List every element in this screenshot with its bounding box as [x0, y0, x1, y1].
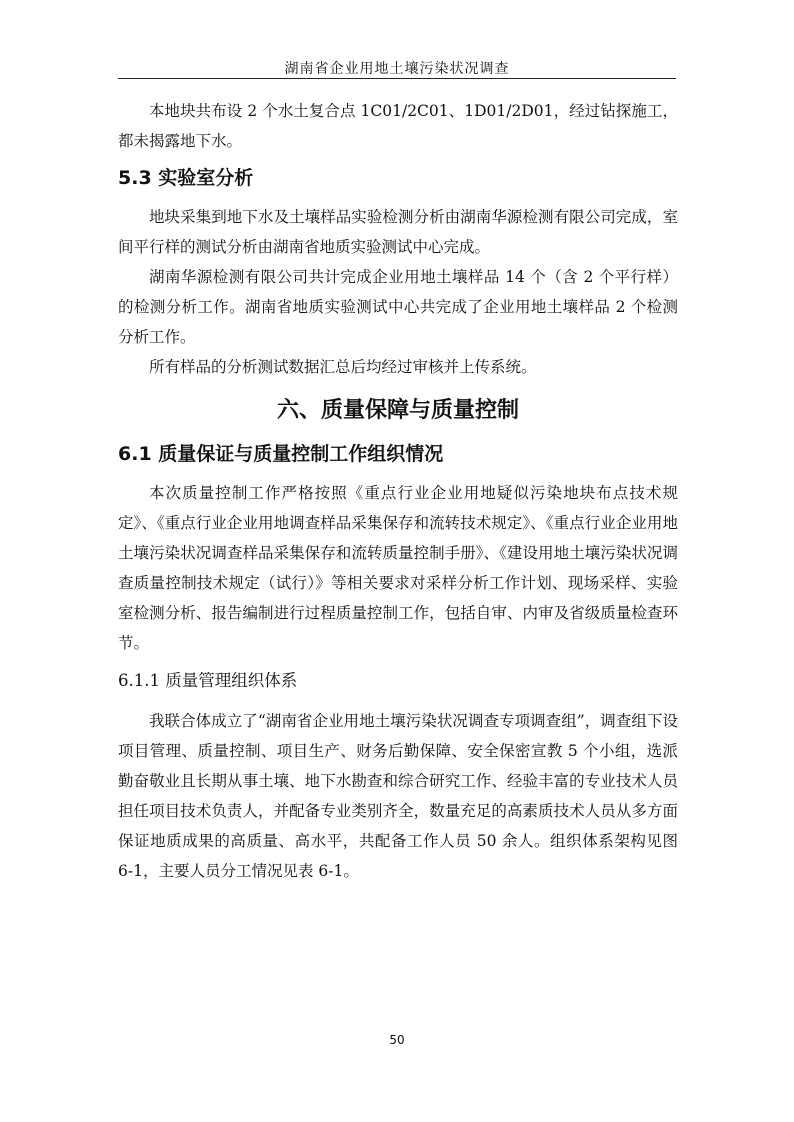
page-number: 50	[389, 1033, 405, 1047]
paragraph-groundwater: 本地块共布设 2 个水土复合点 1C01/2C01、1D01/2D01，经过钻探施工，都未揭露地下水。	[118, 102, 678, 150]
paragraph-sample-count: 湖南华源检测有限公司共计完成企业用地土壤样品 14 个（含 2 个平行样）的检测分析工作。湖南省地质实验测试中心共完成了企业用地土壤样品 2 个检测分析工作。	[118, 268, 678, 346]
chapter-heading-6: 六、质量保障与质量控制	[276, 398, 519, 423]
subsection-heading-6-1-1: 6.1.1 质量管理组织体系	[118, 671, 298, 690]
section-heading-5-3: 5.3 实验室分析	[118, 167, 254, 189]
running-header: 湖南省企业用地土壤污染状况调查	[284, 61, 510, 77]
section-heading-6-1: 6.1 质量保证与质量控制工作组织情况	[118, 443, 444, 465]
paragraph-data-upload: 所有样品的分析测试数据汇总后均经过审核并上传系统。	[149, 358, 537, 376]
page-body	[118, 96, 678, 886]
paragraph-organization: 我联合体成立了“湖南省企业用地土壤污染状况调查专项调查组”，调查组下设项目管理、质量控制、项目生产、财务后勤保障、安全保密宣教 5 个小组，选派勤奋敬业且长期从事土壤、地下水勘查和综合研究工作、经验丰富的专业技术人员担任项目技术负责人，并配备专业类别齐全，数量充足的高素质技术人员从多方面保证地质成果的高质量、高水平，共配备工作人员 50 余人。组织体系架构见图 6-1，主要人员分工情况见表 6-1。	[118, 712, 678, 880]
header-rule	[118, 78, 676, 79]
paragraph-qc-standards: 本次质量控制工作严格按照《重点行业企业用地疑似污染地块布点技术规定》、《重点行业企业用地调查样品采集保存和流转技术规定》、《重点行业企业用地土壤污染状况调查样品采集保存和流转质量控制手册》、《建设用地土壤污染状况调查质量控制技术规定（试行）》等相关要求对采样分析工作计划、现场采样、实验室检测分析、报告编制进行过程质量控制工作，包括自审、内审及省级质量检查环节。	[118, 484, 678, 652]
paragraph-lab-analysis: 地块采集到地下水及土壤样品实验检测分析由湖南华源检测有限公司完成，室间平行样的测试分析由湖南省地质实验测试中心完成。	[118, 208, 678, 256]
